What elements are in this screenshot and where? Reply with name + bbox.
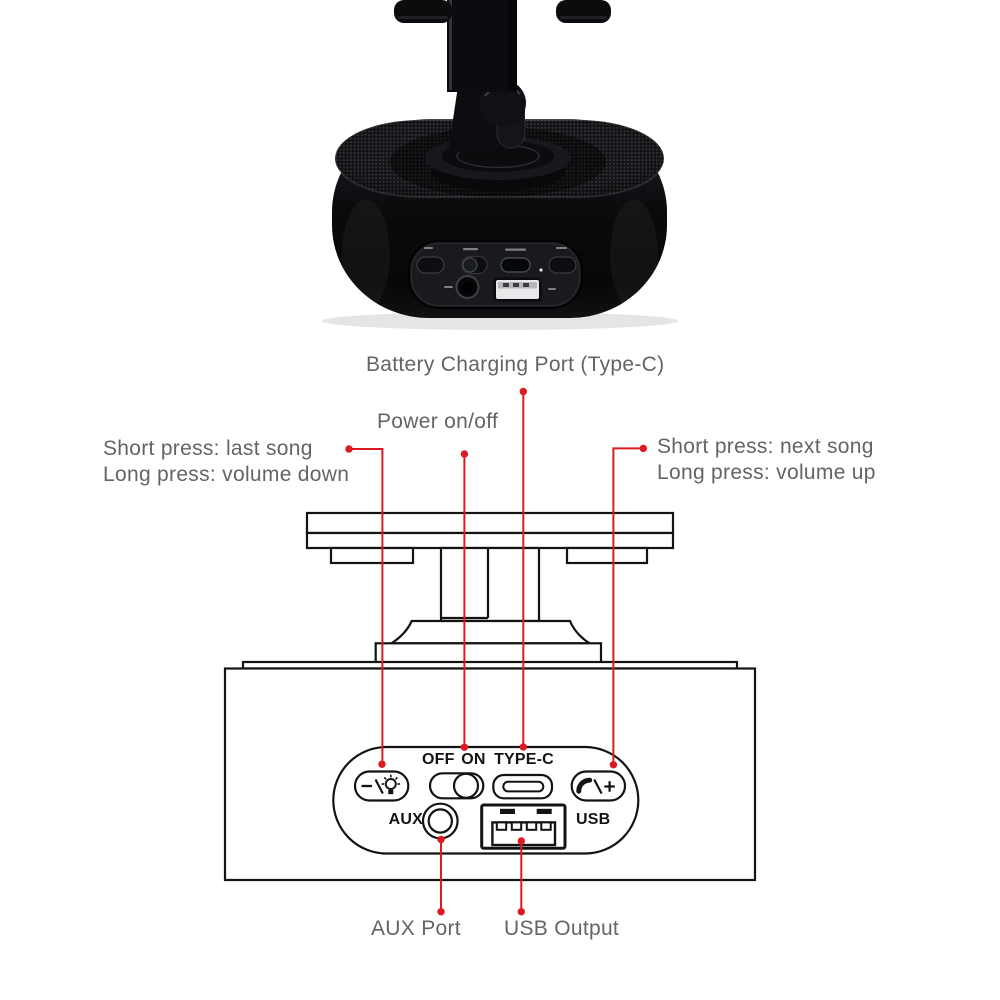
photo-led-dot bbox=[539, 268, 542, 271]
annotation-left-button-line1: Short press: last song bbox=[103, 437, 313, 460]
photo-cradle-arm-right bbox=[556, 0, 611, 23]
diagram-label-type-c: TYPE-C bbox=[494, 751, 554, 768]
annotation-power-on-off: Power on/off bbox=[377, 410, 499, 433]
annotation-right-button-line2: Long press: volume up bbox=[657, 461, 876, 484]
diagram-label-usb: USB bbox=[576, 811, 611, 828]
diagram-mount bbox=[392, 621, 590, 643]
port-line-diagram bbox=[225, 513, 755, 880]
diagram-stand-plate bbox=[307, 513, 673, 533]
annotation-right-button-line1: Short press: next song bbox=[657, 435, 874, 458]
diagram-label-aux: AUX bbox=[388, 811, 423, 828]
annotation-battery-charging-port: Battery Charging Port (Type-C) bbox=[366, 353, 665, 376]
annotation-left-button-line2: Long press: volume down bbox=[103, 463, 350, 486]
diagram-type-c-port bbox=[493, 775, 552, 798]
annotation-usb-output: USB Output bbox=[504, 917, 620, 940]
diagram-foot-left bbox=[331, 548, 413, 563]
diagram-label-off-on: OFF ON bbox=[422, 751, 486, 768]
diagram-foot-right bbox=[567, 548, 647, 563]
photo-control-panel bbox=[409, 241, 582, 308]
annotation-right-button bbox=[657, 434, 876, 486]
photo-cradle-arm-left bbox=[394, 0, 452, 23]
product-photo bbox=[322, 0, 678, 330]
photo-type-c-port bbox=[501, 258, 530, 272]
annotation-left-button bbox=[103, 436, 349, 488]
photo-phone-button bbox=[549, 257, 576, 273]
diagram-aux-jack bbox=[423, 804, 458, 839]
photo-light-button bbox=[417, 257, 444, 273]
diagram-power-switch bbox=[430, 773, 483, 798]
annotation-aux-port: AUX Port bbox=[371, 917, 461, 940]
photo-usb-port bbox=[494, 278, 542, 302]
